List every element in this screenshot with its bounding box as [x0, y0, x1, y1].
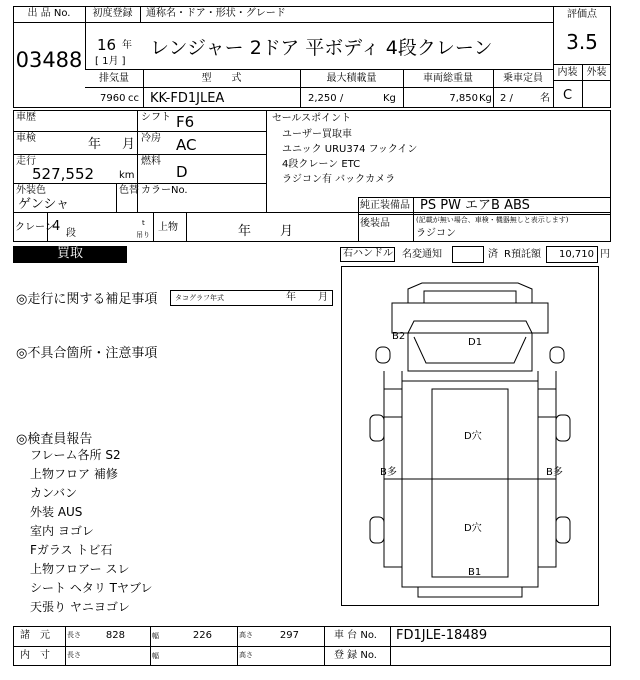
crane-tonnage-unit: t [142, 219, 145, 227]
gross-weight-unit: Kg [479, 93, 492, 104]
capacity-label: 乗車定員 [503, 73, 543, 84]
inspection-month-unit: 月 [122, 137, 136, 152]
inner-dimensions-label: 内 寸 [20, 650, 50, 661]
inspector-note: 外装 AUS [30, 505, 83, 519]
damage-mark: B2 [392, 331, 406, 342]
deposit-label: 済 [488, 249, 498, 260]
gross-weight-value: 7,850 [449, 93, 478, 104]
vehicle-title: レンジャー 2ドア 平ボディ 4段クレーン [150, 37, 493, 59]
color-change-label: 色替 [119, 185, 139, 196]
overall-score: 3.5 [566, 30, 598, 54]
max-load-value: 2,250 / [308, 93, 344, 104]
lot-number-label: 出 品 No. [27, 8, 71, 19]
gross-weight-label: 車両総重量 [423, 73, 473, 84]
inner-height-label: 高さ [239, 651, 253, 659]
model-name-label: 通称名・ドア・形状・グレード [146, 8, 286, 19]
supplement-label: ◎走行に関する補足事項 [16, 292, 158, 307]
crane-label: クレーン [15, 222, 55, 233]
inspector-report-label: ◎検査員報告 [16, 432, 93, 447]
length-value: 828 [105, 630, 125, 641]
name-change-box [452, 246, 484, 263]
length-label: 長さ [67, 631, 81, 639]
registration-year: 16 [97, 36, 117, 54]
history-label: 車歴 [16, 112, 36, 123]
damage-mark: B1 [468, 567, 482, 578]
body-year-unit: 年 [238, 224, 252, 239]
lot-number: 03488 [15, 48, 83, 72]
aftermarket-items: ラジコン [416, 228, 456, 239]
damage-mark: B多 [380, 467, 397, 478]
width-value: 226 [192, 630, 212, 641]
inspector-note: フレーム各所 S2 [30, 448, 121, 462]
mileage-label: 走行 [16, 156, 36, 167]
score-label: 評価点 [567, 9, 597, 20]
damage-mark: B多 [546, 467, 563, 478]
ac-value: AC [176, 136, 197, 154]
inspector-note: 上物フロアー スレ [30, 562, 130, 576]
color-number-label: カラーNo. [141, 185, 188, 196]
exterior-color: ゲンシャ [18, 197, 70, 212]
fuel-value: D [176, 163, 188, 181]
aftermarket-note: (記載が無い場合、車検・機器無しと表示します) [416, 216, 569, 224]
inspection-label: 車検 [16, 133, 36, 144]
purchase-banner: 買取 [13, 246, 127, 263]
crane-steps-unit: 段 [66, 228, 76, 239]
model-code: KK-FD1JLEA [150, 91, 225, 106]
sales-point-item: 4段クレーン ETC [282, 159, 361, 170]
interior-grade-label: 内装 [557, 67, 578, 78]
recycle-label: R預託額 [504, 249, 541, 260]
displacement-unit: cc [128, 93, 139, 104]
mileage-value: 527,552 [32, 165, 95, 183]
registration-number-label: 登 録 No. [334, 650, 377, 661]
inspection-year-unit: 年 [88, 137, 102, 152]
sales-point-item: ユニック URU374 フックイン [282, 144, 418, 155]
factory-equipment: PS PW エアB ABS [420, 198, 530, 213]
inner-width-label: 幅 [152, 652, 159, 660]
width-label: 幅 [152, 632, 159, 640]
inspector-note: 上物フロア 補修 [30, 467, 118, 481]
tachograph-label: タコグラフ年式 [175, 294, 224, 302]
name-change-label: 名変通知 [402, 249, 442, 260]
first-registration-label: 初度登録 [92, 8, 133, 19]
exterior-color-label: 外装色 [16, 185, 46, 196]
damage-mark: D穴 [464, 523, 482, 534]
registration-month: [ 1月 ] [95, 56, 126, 67]
crane-lift-unit: 吊り [136, 231, 150, 239]
body-month-unit: 月 [280, 224, 294, 239]
spec-label: 諸 元 [20, 630, 50, 641]
mileage-unit: km [119, 170, 135, 181]
recycle-amount: 10,710 [546, 246, 598, 263]
displacement-label: 排気量 [99, 73, 129, 84]
inspector-note: シート ヘタリ Tヤブレ [30, 581, 153, 595]
tachograph-month-unit: 月 [318, 292, 328, 303]
rhd-indicator: 右ハンドル [340, 247, 395, 262]
model-code-label: 型 式 [201, 73, 242, 84]
registration-year-unit: 年 [122, 40, 132, 51]
displacement-value: 7960 [100, 93, 126, 104]
chassis-number: FD1JLE-18489 [396, 628, 488, 643]
inspector-note: 室内 ヨゴレ [30, 524, 94, 538]
sales-point-item: ユーザー買取車 [282, 129, 352, 140]
ac-label: 冷房 [141, 133, 161, 144]
damage-diagram [341, 266, 599, 606]
aftermarket-label: 後装品 [360, 218, 390, 229]
inspector-note: カンバン [30, 486, 78, 500]
height-label: 高さ [239, 631, 253, 639]
max-load-label: 最大積載量 [326, 73, 377, 84]
inner-length-label: 長さ [67, 651, 81, 659]
factory-equipment-label: 純正装備品 [360, 200, 410, 211]
damage-mark: D1 [468, 337, 483, 348]
max-load-unit: Kg [383, 93, 396, 104]
inspector-report-list [30, 446, 152, 617]
sales-points-label: セールスポイント [272, 113, 352, 124]
capacity-value: 2 / [500, 93, 513, 104]
sales-point-item: ラジコン有 バックカメラ [282, 174, 396, 185]
inspector-note: Fガラス トビ石 [30, 543, 113, 557]
tachograph-year-unit: 年 [286, 292, 296, 303]
shift-value: F6 [176, 113, 195, 131]
exterior-grade-label: 外装 [586, 67, 607, 78]
recycle-unit: 円 [600, 249, 610, 260]
chassis-label: 車 台 No. [334, 630, 377, 641]
crane-steps: 4 [52, 219, 61, 234]
interior-grade: C [562, 88, 573, 103]
fuel-label: 燃料 [141, 156, 161, 167]
shift-label: シフト [141, 112, 171, 123]
inspector-note: 天張り ヤニヨゴレ [30, 600, 130, 614]
height-value: 297 [279, 630, 299, 641]
body-label: 上物 [158, 222, 178, 233]
capacity-unit: 名 [540, 93, 550, 104]
damage-mark: D穴 [464, 431, 482, 442]
defects-label: ◎不具合箇所・注意事項 [16, 346, 158, 361]
